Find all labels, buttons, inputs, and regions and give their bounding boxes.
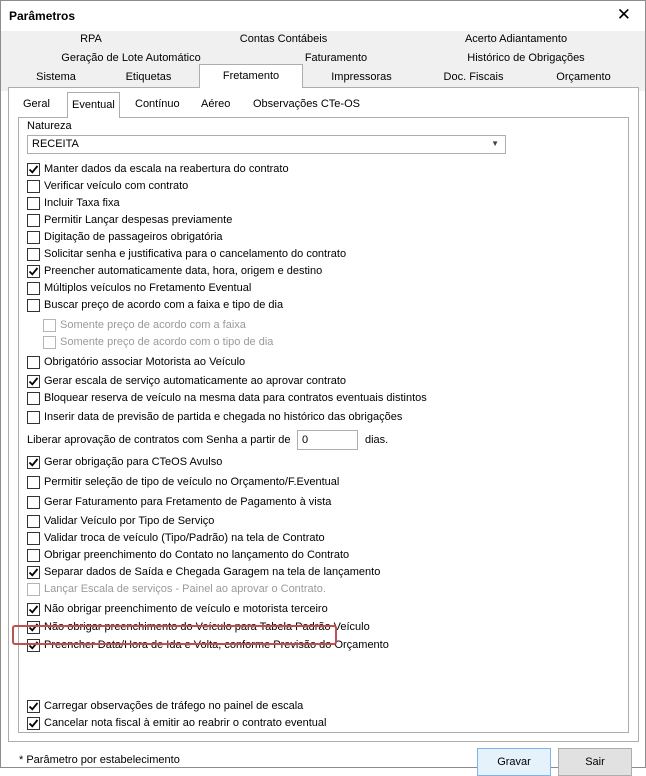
tab-historico-obrigacoes[interactable]: Histórico de Obrigações [467, 52, 585, 64]
checkbox-label: Lançar Escala de serviços - Painel ao aprovar o Contrato. [44, 583, 326, 595]
tab-rpa[interactable]: RPA [80, 33, 102, 45]
checkmark-icon [28, 604, 39, 615]
checkbox-option[interactable] [27, 513, 214, 529]
subtab-continuo[interactable]: Contínuo [135, 98, 180, 110]
checkbox[interactable] [27, 214, 40, 227]
checkbox-label: Somente preço de acordo com o tipo de dia [60, 336, 274, 348]
checkbox-option[interactable] [27, 354, 245, 370]
checkbox-label: Buscar preço de acordo com a faixa e tipo de dia [44, 299, 284, 311]
checkbox-option[interactable] [27, 581, 326, 597]
window-title: Parâmetros [9, 9, 76, 23]
liberar-days-input[interactable] [297, 430, 358, 450]
natureza-value: RECEITA [32, 138, 79, 150]
checkbox[interactable] [27, 566, 40, 579]
checkmark-icon [28, 567, 39, 578]
checkbox[interactable] [27, 248, 40, 261]
tab-row-2 [1, 50, 645, 69]
natureza-label: Natureza [27, 120, 72, 132]
checkmark-icon [28, 164, 39, 175]
close-icon[interactable]: ✕ [616, 5, 631, 24]
subtab-eventual[interactable]: Eventual [67, 92, 120, 118]
tab-row-1 [1, 31, 645, 50]
checkbox-label: Preencher automaticamente data, hora, origem e destino [44, 265, 323, 277]
checkbox-option[interactable] [27, 195, 120, 211]
checkbox[interactable] [27, 496, 40, 509]
checkbox[interactable] [27, 476, 40, 489]
checkbox[interactable] [27, 532, 40, 545]
checkbox-label: Solicitar senha e justificativa para o cancelamento do contrato [44, 248, 347, 260]
checkmark-icon [28, 457, 39, 468]
checkbox-label: Preencher Data/Hora de Ida e Volta, conforme Previsão do Orçamento [44, 639, 389, 651]
tab-doc-fiscais[interactable]: Doc. Fiscais [443, 71, 504, 83]
checkbox[interactable] [27, 456, 40, 469]
checkbox-option[interactable] [27, 547, 349, 563]
subtab-aereo[interactable]: Aéreo [201, 98, 231, 110]
checkbox-label: Digitação de passageiros obrigatória [44, 231, 223, 243]
checkbox-option[interactable] [27, 601, 328, 617]
checkbox[interactable] [43, 336, 56, 349]
checkbox-label: Bloquear reserva de veículo na mesma data para contratos eventuais distintos [44, 392, 427, 404]
checkbox-label: Separar dados de Saída e Chegada Garagem na tela de lançamento [44, 566, 381, 578]
checkmark-icon [28, 718, 39, 729]
checkbox-option[interactable] [27, 246, 346, 262]
checkbox[interactable] [27, 282, 40, 295]
checkbox-option[interactable] [27, 698, 303, 714]
liberar-days-value: 0 [302, 434, 309, 446]
checkmark-icon [28, 266, 39, 277]
natureza-select[interactable] [27, 135, 506, 154]
checkbox[interactable] [43, 319, 56, 332]
checkbox[interactable] [27, 197, 40, 210]
save-button[interactable]: Gravar [477, 748, 551, 776]
checkbox-label: Não obrigar preenchimento de veículo e motorista terceiro [44, 603, 328, 615]
checkbox[interactable] [27, 180, 40, 193]
tab-etiquetas[interactable]: Etiquetas [125, 71, 172, 83]
checkbox[interactable] [27, 515, 40, 528]
checkbox-option[interactable] [27, 161, 289, 177]
checkbox[interactable] [27, 375, 40, 388]
tab-sistema[interactable]: Sistema [36, 71, 76, 83]
liberar-suffix: dias. [365, 434, 389, 446]
checkbox-label: Validar Veículo por Tipo de Serviço [44, 515, 215, 527]
checkbox[interactable] [27, 392, 40, 405]
footer-note: * Parâmetro por estabelecimento [19, 754, 180, 766]
checkbox[interactable] [27, 265, 40, 278]
checkbox-label: Permitir seleção de tipo de veículo no Orçamento/F.Eventual [44, 476, 340, 488]
exit-button[interactable]: Sair [558, 748, 632, 776]
checkbox-option[interactable] [27, 373, 346, 389]
checkbox-label: Carregar observações de tráfego no painel de escala [44, 700, 304, 712]
checkbox-label: Incluir Taxa fixa [44, 197, 120, 209]
checkbox[interactable] [27, 163, 40, 176]
checkbox-label: Verificar veículo com contrato [44, 180, 189, 192]
tab-fretamento[interactable]: Fretamento [199, 64, 303, 88]
checkbox-option[interactable] [43, 317, 246, 333]
checkbox-label: Múltiplos veículos no Fretamento Eventual [44, 282, 252, 294]
checkbox-label: Não obrigar preenchimento do Veículo para Tabela Padrão Veículo [44, 621, 370, 633]
checkbox-option[interactable] [27, 715, 326, 731]
checkbox-option[interactable] [27, 530, 325, 546]
checkbox-label: Gerar obrigação para CTeOS Avulso [44, 456, 223, 468]
checkbox-option[interactable] [43, 334, 273, 350]
checkbox-option[interactable] [27, 229, 223, 245]
highlight-box [12, 625, 337, 645]
subtab-strip [9, 88, 638, 118]
tab-strip [1, 31, 645, 91]
tab-faturamento[interactable]: Faturamento [304, 52, 368, 64]
subtab-geral[interactable]: Geral [23, 98, 50, 110]
checkbox-label: Cancelar nota fiscal à emitir ao reabrir o contrato eventual [44, 717, 327, 729]
tab-acerto-adiantamento[interactable]: Acerto Adiantamento [464, 33, 568, 45]
checkbox[interactable] [27, 583, 40, 596]
title-bar [1, 1, 645, 31]
checkbox-option[interactable] [27, 494, 331, 510]
checkbox-label: Obrigatório associar Motorista ao Veículo [44, 356, 246, 368]
checkbox-label: Gerar escala de serviço automaticamente ao aprovar contrato [44, 375, 347, 387]
checkbox-label: Permitir Lançar despesas previamente [44, 214, 233, 226]
tab-impressoras[interactable]: Impressoras [331, 71, 392, 83]
checkbox-option[interactable] [27, 178, 188, 194]
checkmark-icon [28, 701, 39, 712]
checkbox[interactable] [27, 231, 40, 244]
tab-geracao-lote[interactable]: Geração de Lote Automático [61, 52, 201, 64]
checkbox-label: Gerar Faturamento para Fretamento de Pagamento à vista [44, 496, 332, 508]
checkmark-icon [28, 376, 39, 387]
subtab-observacoes-cteos[interactable]: Observações CTe-OS [253, 98, 360, 110]
checkbox-label: Inserir data de previsão de partida e chegada no histórico das obrigações [44, 411, 403, 423]
tab-contas-contabeis[interactable]: Contas Contábeis [239, 33, 328, 45]
checkbox-option[interactable] [27, 564, 380, 580]
checkbox-option[interactable] [27, 454, 222, 470]
tab-row-3 [1, 69, 645, 88]
checkbox-label: Somente preço de acordo com a faixa [60, 319, 246, 331]
checkbox[interactable] [27, 299, 40, 312]
checkbox[interactable] [27, 411, 40, 424]
checkbox-option[interactable] [27, 280, 251, 296]
checkbox-option[interactable] [27, 390, 427, 406]
chevron-down-icon: ▼ [491, 139, 499, 148]
checkbox-label: Validar troca de veículo (Tipo/Padrão) na tela de Contrato [44, 532, 325, 544]
checkbox-option[interactable] [27, 212, 232, 228]
checkbox[interactable] [27, 356, 40, 369]
checkbox-label: Obrigar preenchimento do Contato no lançamento do Contrato [44, 549, 350, 561]
checkbox[interactable] [27, 717, 40, 730]
checkbox-label: Manter dados da escala na reabertura do contrato [44, 163, 289, 175]
tab-orcamento[interactable]: Orçamento [556, 71, 611, 83]
checkbox[interactable] [27, 549, 40, 562]
checkbox-option[interactable] [27, 474, 339, 490]
checkbox-option[interactable] [27, 263, 322, 279]
checkbox[interactable] [27, 700, 40, 713]
checkbox-option[interactable] [27, 297, 283, 313]
checkbox-option[interactable] [27, 409, 402, 425]
liberar-label: Liberar aprovação de contratos com Senha a partir de [27, 434, 291, 446]
checkbox[interactable] [27, 603, 40, 616]
